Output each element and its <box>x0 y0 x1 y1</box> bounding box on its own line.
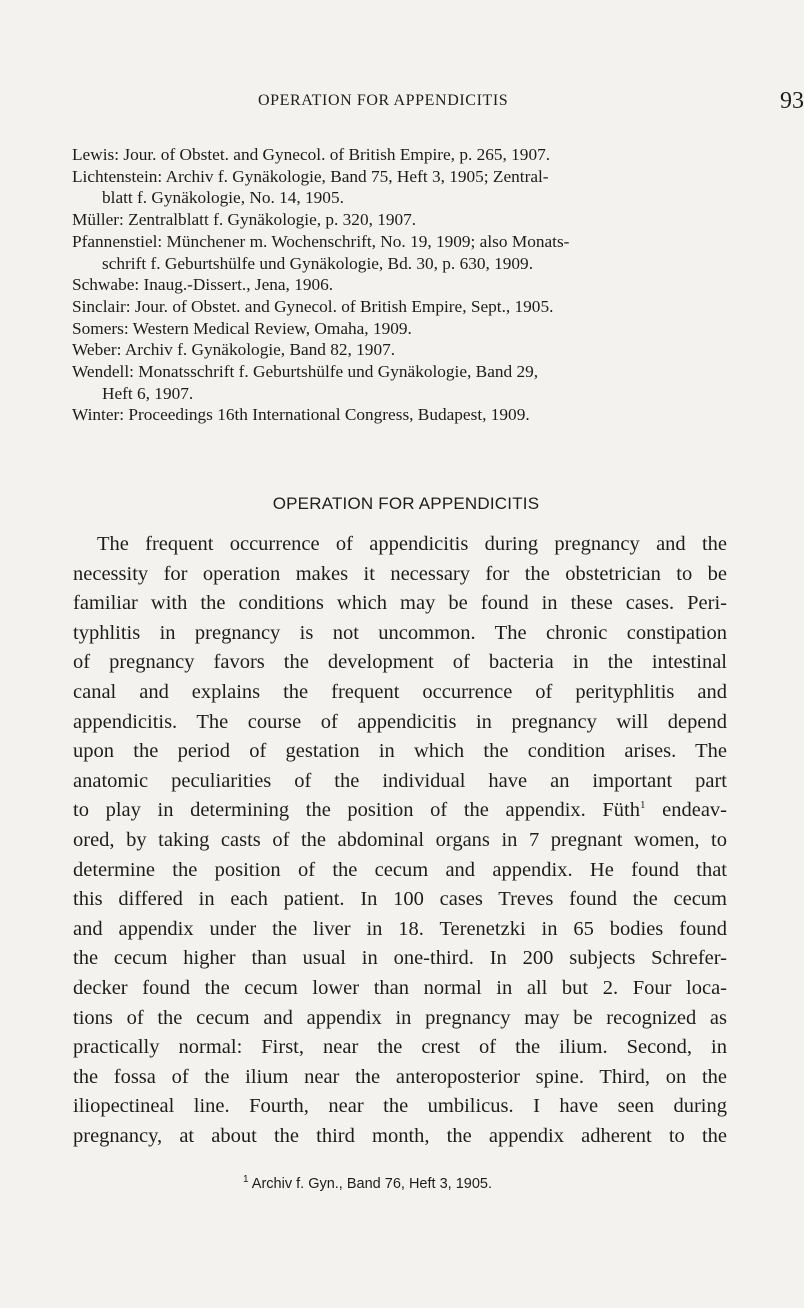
body-line: canal and explains the frequent occurrence of perityphlitis and <box>73 680 727 703</box>
body-line: the fossa of the ilium near the anteroposterior spine. Third, on the <box>73 1065 727 1088</box>
body-line: necessity for operation makes it necessary for the obstetrician to be <box>73 562 727 585</box>
footnote <box>243 1176 492 1192</box>
reference-entry <box>72 339 730 361</box>
body-line: appendicitis. The course of appendicitis in pregnancy will depend <box>73 710 727 733</box>
reference-entry <box>72 209 730 231</box>
reference-line: Weber: Archiv f. Gynäkologie, Band 82, 1907. <box>72 340 396 360</box>
reference-entry <box>72 231 730 274</box>
reference-line: schrift f. Geburtshülfe und Gynäkologie, Bd. 30, p. 630, 1909. <box>102 253 534 273</box>
body-line: decker found the cecum lower than normal in all but 2. Four loca- <box>73 976 727 999</box>
reference-entry <box>72 318 730 340</box>
reference-list <box>72 144 730 426</box>
body-line-tail: endeav- <box>645 799 728 822</box>
reference-line: Sinclair: Jour. of Obstet. and Gynecol. of British Empire, Sept., 1905. <box>72 296 554 316</box>
reference-line: Somers: Western Medical Review, Omaha, 1909. <box>72 318 412 338</box>
body-line <box>73 796 727 826</box>
reference-entry <box>72 274 730 296</box>
running-title: OPERATION FOR APPENDICITIS <box>258 92 509 109</box>
body-line: upon the period of gestation in which the condition arises. The <box>73 740 727 763</box>
body-line: anatomic peculiarities of the individual have an important part <box>73 769 727 792</box>
reference-entry <box>72 144 730 166</box>
body-line: typhlitis in pregnancy is not uncommon. The chronic constipation <box>73 621 727 644</box>
body-line: The frequent occurrence of appendicitis during pregnancy and the <box>97 533 727 555</box>
body-line: iliopectineal line. Fourth, near the umbilicus. I have seen during <box>73 1095 727 1118</box>
body-line: determine the position of the cecum and appendix. He found that <box>73 858 727 881</box>
body-line: practically normal: First, near the crest of the ilium. Second, in <box>73 1036 727 1059</box>
reference-line: Wendell: Monatsschrift f. Geburtshülfe und Gynäkologie, Band 29, <box>72 362 539 382</box>
body-line: pregnancy, at about the third month, the appendix adherent to the <box>73 1124 727 1147</box>
reference-entry <box>72 404 730 426</box>
reference-line: Winter: Proceedings 16th International Congress, Budapest, 1909. <box>72 405 530 425</box>
reference-line: Pfannenstiel: Münchener m. Wochenschrift, No. 19, 1909; also Monats- <box>72 231 570 251</box>
body-line: this differed in each patient. In 100 cases Treves found the cecum <box>73 888 727 911</box>
section-heading: OPERATION FOR APPENDICITIS <box>272 494 540 513</box>
body-line: of pregnancy favors the development of bacteria in the intestinal <box>73 651 727 674</box>
body-line: tions of the cecum and appendix in pregnancy may be recognized as <box>73 1006 727 1029</box>
running-head <box>258 88 804 116</box>
reference-line: Schwabe: Inaug.-Dissert., Jena, 1906. <box>72 275 334 295</box>
footnote-reference-mark: 1 <box>640 799 646 812</box>
footnote-marker: 1 <box>243 1174 249 1186</box>
reference-line: Müller: Zentralblatt f. Gynäkologie, p. 320, 1907. <box>72 210 417 230</box>
body-paragraph <box>73 530 727 1151</box>
reference-entry <box>72 166 730 209</box>
body-line: and appendix under the liver in 18. Terenetzki in 65 bodies found <box>73 917 727 940</box>
reference-line: Lichtenstein: Archiv f. Gynäkologie, Band 75, Heft 3, 1905; Zentral- <box>72 166 549 186</box>
body-line: the cecum higher than usual in one-third. In 200 subjects Schrefer- <box>73 947 727 970</box>
reference-line: Lewis: Jour. of Obstet. and Gynecol. of British Empire, p. 265, 1907. <box>72 145 551 164</box>
body-line-text: to play in determining the position of the appendix. Füth <box>73 799 640 822</box>
footnote-text: Archiv f. Gyn., Band 76, Heft 3, 1905. <box>248 1176 492 1192</box>
body-line: ored, by taking casts of the abdominal organs in 7 pregnant women, to <box>73 828 727 851</box>
page-number: 93 <box>780 88 804 114</box>
body-line: familiar with the conditions which may be found in these cases. Peri- <box>73 592 727 615</box>
reference-entry <box>72 361 730 404</box>
reference-line: Heft 6, 1907. <box>102 383 194 403</box>
reference-line: blatt f. Gynäkologie, No. 14, 1905. <box>102 188 344 208</box>
reference-entry <box>72 296 730 318</box>
